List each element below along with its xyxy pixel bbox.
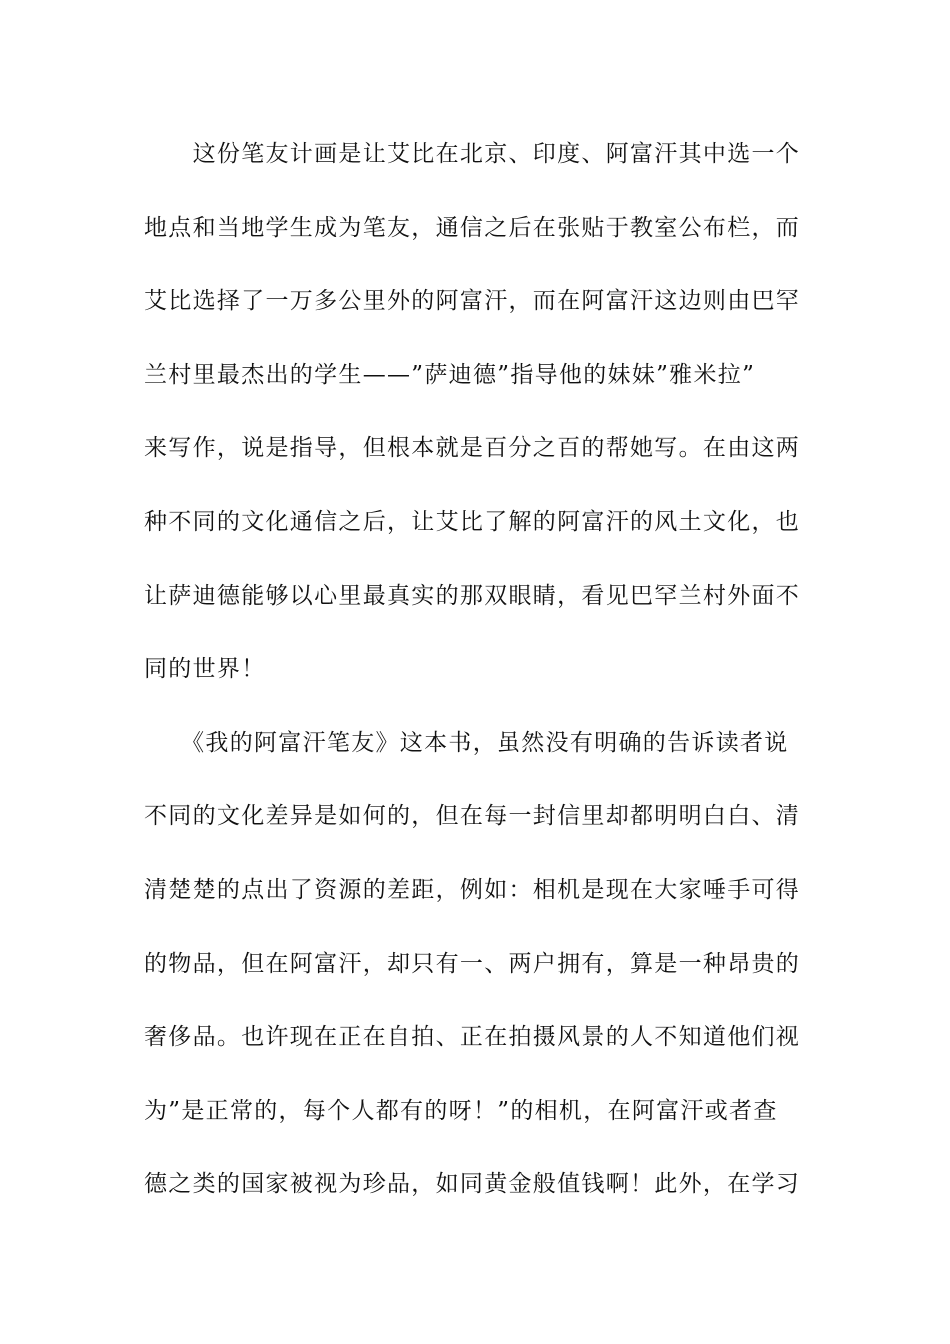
text-line-14: 为”是正常的，每个人都有的呀！”的相机，在阿富汗或者查 — [144, 1097, 778, 1124]
text-line-6: 种不同的文化通信之后，让艾比了解的阿富汗的风土文化，也 — [144, 508, 801, 535]
text-line-10: 不同的文化差异是如何的，但在每一封信里却都明明白白、清 — [144, 803, 801, 830]
text-line-1: 这份笔友计画是让艾比在北京、印度、阿富汗其中选一个 — [144, 141, 801, 167]
text-line-12: 的物品，但在阿富汗，却只有一、两户拥有，算是一种昂贵的 — [144, 950, 801, 977]
text-line-13: 奢侈品。也许现在正在自拍、正在拍摄风景的人不知道他们视 — [144, 1024, 801, 1051]
body-text — [144, 134, 814, 1238]
text-line-3: 艾比选择了一万多公里外的阿富汗，而在阿富汗这边则由巴罕 — [144, 288, 801, 315]
text-line-9: 《我的阿富汗笔友》这本书，虽然没有明确的告诉读者说 — [144, 729, 789, 756]
text-line-2: 地点和当地学生成为笔友，通信之后在张贴于教室公布栏，而 — [144, 214, 801, 241]
text-line-4: 兰村里最杰出的学生——”萨迪德”指导他的妹妹”雅米拉” — [144, 361, 756, 388]
text-line-5: 来写作，说是指导，但根本就是百分之百的帮她写。在由这两 — [144, 435, 801, 462]
text-line-8: 同的世界！ — [144, 656, 266, 683]
text-line-11: 清楚楚的点出了资源的差距，例如：相机是现在大家唾手可得 — [144, 876, 801, 903]
text-line-7: 让萨迪德能够以心里最真实的那双眼睛，看见巴罕兰村外面不 — [144, 582, 801, 609]
text-line-15: 德之类的国家被视为珍品，如同黄金般值钱啊！此外，在学习 — [144, 1171, 801, 1198]
